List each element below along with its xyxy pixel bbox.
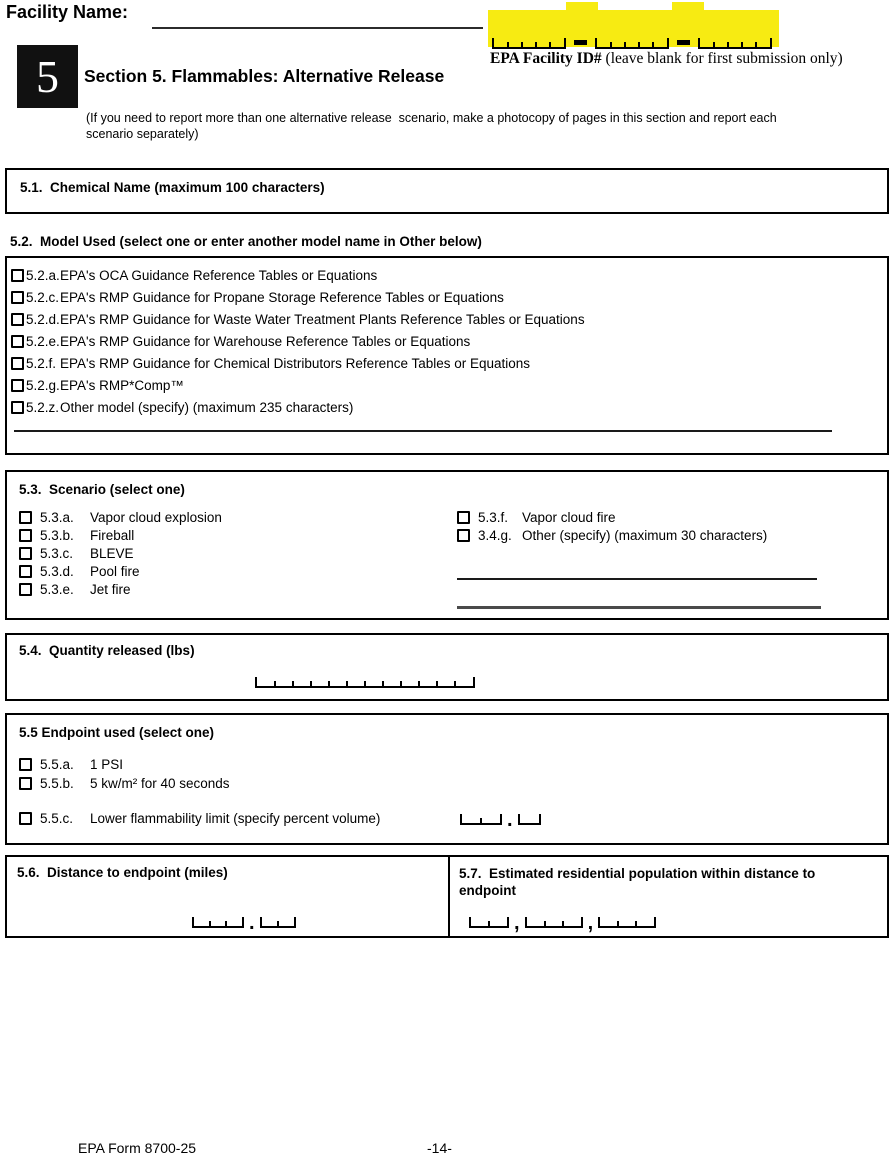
field-5-1-label: 5.1. Chemical Name (maximum 100 characters) [20, 180, 325, 195]
comb-cell[interactable] [419, 677, 437, 686]
option-code: 5.2.a. [26, 267, 60, 283]
option-text: Lower flammability limit (specify percent volume) [90, 810, 381, 826]
section-number: 5 [36, 51, 59, 102]
facility-name-label: Facility Name: [6, 2, 129, 22]
comb-cell[interactable] [527, 917, 545, 926]
option-code: 5.3.f. [478, 509, 509, 525]
checkbox-5-3-a[interactable] [19, 511, 32, 524]
option-code: 5.3.c. [40, 545, 74, 561]
option-text: Vapor cloud fire [522, 509, 616, 525]
option-code: 5.5.a. [40, 756, 74, 772]
option-code: 5.2.g. [26, 377, 60, 393]
field-5-7-label: 5.7. Estimated residential population within distance to endpoint [459, 866, 816, 898]
column-divider [448, 857, 450, 936]
option-code: 5.2.e. [26, 333, 60, 349]
comb-cell[interactable] [550, 38, 564, 47]
comb-group[interactable] [192, 917, 244, 928]
comb-cell[interactable] [293, 677, 311, 686]
comb-cell[interactable] [636, 917, 654, 926]
field-5-3-label: 5.3. Scenario (select one) [19, 482, 185, 497]
option-5-3-b [19, 526, 222, 544]
section-note: (If you need to report more than one alternative release scenario, make a photocopy of pages in this section and report each scenario separately) [86, 111, 777, 141]
option-text: EPA's RMP*Comp™ [60, 377, 184, 393]
field-5-5-label: 5.5 Endpoint used (select one) [19, 725, 215, 740]
comb-cell[interactable] [494, 38, 508, 47]
comb-cell[interactable] [700, 38, 714, 47]
comb-cell[interactable] [625, 38, 639, 47]
option-5-2-g [11, 374, 585, 396]
comb-cell[interactable] [714, 38, 728, 47]
checkbox-5-2-d[interactable] [11, 313, 24, 326]
option-text: Pool fire [90, 563, 140, 579]
option-5-2-f [11, 352, 585, 374]
option-5-3-d [19, 562, 222, 580]
comb-group[interactable] [469, 917, 509, 928]
population-comb[interactable] [469, 912, 656, 934]
checkbox-5-3-e[interactable] [19, 583, 32, 596]
comb-cell[interactable] [756, 38, 770, 47]
comb-cell[interactable] [742, 38, 756, 47]
option-code: 5.2.c. [26, 289, 60, 305]
comb-cell[interactable] [226, 917, 242, 926]
checkbox-5-5-b[interactable] [19, 777, 32, 790]
comb-group[interactable] [525, 917, 583, 928]
option-code: 5.3.d. [40, 563, 74, 579]
checkbox-5-2-z[interactable] [11, 401, 24, 414]
field-5-4-box [5, 633, 889, 701]
option-5-5-b [19, 774, 230, 792]
lfl-percent-comb[interactable] [460, 809, 541, 831]
comb-cell[interactable] [455, 677, 473, 686]
checkbox-5-3-f[interactable] [457, 511, 470, 524]
field-5-3-box [5, 470, 889, 620]
quantity-released-comb[interactable] [255, 677, 475, 688]
comb-cell[interactable] [563, 917, 581, 926]
option-code: 5.5.c. [40, 810, 74, 826]
checkbox-3-4-g[interactable] [457, 529, 470, 542]
option-5-5-a [19, 755, 123, 773]
comb-cell[interactable] [329, 677, 347, 686]
option-text: EPA's OCA Guidance Reference Tables or Equations [60, 267, 378, 283]
comb-group[interactable] [518, 814, 541, 825]
checkbox-5-5-c[interactable] [19, 812, 32, 825]
option-code: 5.2.f. [26, 355, 57, 371]
comb-cell[interactable] [545, 917, 563, 926]
option-text: 5 kw/m² for 40 seconds [90, 775, 230, 791]
checkbox-5-2-g[interactable] [11, 379, 24, 392]
option-code: 5.3.a. [40, 509, 74, 525]
comb-cell[interactable] [520, 814, 539, 823]
comb-group[interactable] [260, 917, 296, 928]
checkbox-5-3-c[interactable] [19, 547, 32, 560]
epa-facility-id-caption-bold: EPA Facility ID# [490, 50, 602, 67]
option-text: EPA's RMP Guidance for Propane Storage Reference Tables or Equations [60, 289, 504, 305]
comb-cell[interactable] [383, 677, 401, 686]
comb-cell[interactable] [401, 677, 419, 686]
comb-cell[interactable] [257, 677, 275, 686]
checkbox-5-2-c[interactable] [11, 291, 24, 304]
epa-facility-id-caption [490, 50, 843, 68]
comb-cell[interactable] [618, 917, 636, 926]
option-5-2-z [11, 396, 585, 418]
option-code: 5.2.z. [26, 399, 60, 415]
comb-separator: . [249, 912, 255, 934]
comb-cell[interactable] [275, 677, 293, 686]
comb-cell[interactable] [481, 814, 500, 823]
comb-cell[interactable] [471, 917, 489, 926]
comb-group[interactable] [598, 917, 656, 928]
option-text: Fireball [90, 527, 135, 543]
field-5-6-label: 5.6. Distance to endpoint (miles) [17, 865, 228, 880]
comb-group[interactable] [595, 38, 669, 49]
comb-cell[interactable] [347, 677, 365, 686]
option-text: EPA's RMP Guidance for Warehouse Reference Tables or Equations [60, 333, 471, 349]
comb-separator [677, 40, 690, 45]
comb-cell[interactable] [462, 814, 481, 823]
comb-separator: . [507, 809, 513, 831]
option-3-4-g [457, 526, 767, 544]
option-5-2-d [11, 308, 585, 330]
comb-cell[interactable] [278, 917, 294, 926]
other-specify-line-1[interactable] [457, 578, 817, 580]
comb-cell[interactable] [262, 917, 278, 926]
option-text: 1 PSI [90, 756, 124, 772]
comb-group[interactable] [460, 814, 502, 825]
option-text: Jet fire [90, 581, 131, 597]
option-text: Other (specify) (maximum 30 characters) [522, 527, 768, 543]
checkbox-5-2-e[interactable] [11, 335, 24, 348]
option-code: 5.5.b. [40, 775, 74, 791]
footer-page-number: -14- [427, 1140, 452, 1156]
field-5-2-box [5, 256, 889, 455]
comb-cell[interactable] [194, 917, 210, 926]
checkbox-5-2-a[interactable] [11, 269, 24, 282]
field-5-1-box [5, 168, 889, 214]
option-5-2-e [11, 330, 585, 352]
comb-cell[interactable] [611, 38, 625, 47]
comb-cell[interactable] [508, 38, 522, 47]
comb-group[interactable] [492, 38, 566, 49]
checkbox-5-2-f[interactable] [11, 357, 24, 370]
option-text: BLEVE [90, 545, 134, 561]
footer-form-number: EPA Form 8700-25 [78, 1140, 197, 1156]
option-5-3-c [19, 544, 222, 562]
checkbox-5-3-b[interactable] [19, 529, 32, 542]
comb-cell[interactable] [600, 917, 618, 926]
section-title: Section 5. Flammables: Alternative Release [84, 66, 445, 86]
comb-cell[interactable] [522, 38, 536, 47]
comb-cell[interactable] [210, 917, 226, 926]
option-5-3-f [457, 508, 767, 526]
option-code: 5.3.b. [40, 527, 74, 543]
option-text: EPA's RMP Guidance for Chemical Distributors Reference Tables or Equations [60, 355, 531, 371]
comb-separator: , [587, 912, 594, 934]
field-5-4-label: 5.4. Quantity released (lbs) [19, 643, 195, 658]
other-specify-line-2[interactable] [457, 606, 821, 609]
option-5-3-e [19, 580, 222, 598]
option-code: 5.3.e. [40, 581, 74, 597]
field-5-6-5-7-box [5, 855, 889, 938]
option-text: Vapor cloud explosion [90, 509, 222, 525]
comb-separator: , [514, 912, 520, 934]
epa-facility-id-caption-rest: (leave blank for first submission only) [601, 50, 843, 67]
comb-cell[interactable] [365, 677, 383, 686]
option-5-3-a [19, 508, 222, 526]
comb-group[interactable] [698, 38, 772, 49]
option-5-2-a [11, 264, 585, 286]
option-text: EPA's RMP Guidance for Waste Water Treatment Plants Reference Tables or Equations [60, 311, 585, 327]
comb-group[interactable] [255, 677, 475, 688]
epa-facility-id-comb[interactable] [492, 38, 772, 49]
comb-cell[interactable] [437, 677, 455, 686]
comb-cell[interactable] [639, 38, 653, 47]
comb-cell[interactable] [311, 677, 329, 686]
facility-name-input-line[interactable] [152, 27, 483, 29]
field-5-5-box [5, 713, 889, 845]
comb-cell[interactable] [597, 38, 611, 47]
epa-facility-id-highlight [488, 10, 779, 47]
option-5-5-c [19, 809, 380, 827]
comb-cell[interactable] [536, 38, 550, 47]
section-number-badge [17, 45, 78, 108]
checkbox-5-3-d[interactable] [19, 565, 32, 578]
comb-separator [574, 40, 587, 45]
comb-cell[interactable] [489, 917, 507, 926]
distance-to-endpoint-comb[interactable] [192, 912, 296, 934]
option-5-2-c [11, 286, 585, 308]
option-text: Other model (specify) (maximum 235 characters) [60, 399, 354, 415]
checkbox-5-5-a[interactable] [19, 758, 32, 771]
option-code: 5.2.d. [26, 311, 60, 327]
comb-cell[interactable] [728, 38, 742, 47]
comb-cell[interactable] [653, 38, 667, 47]
option-code: 3.4.g. [478, 527, 512, 543]
field-5-2-label: 5.2. Model Used (select one or enter another model name in Other below) [10, 234, 482, 249]
other-model-input-line[interactable] [14, 430, 832, 432]
